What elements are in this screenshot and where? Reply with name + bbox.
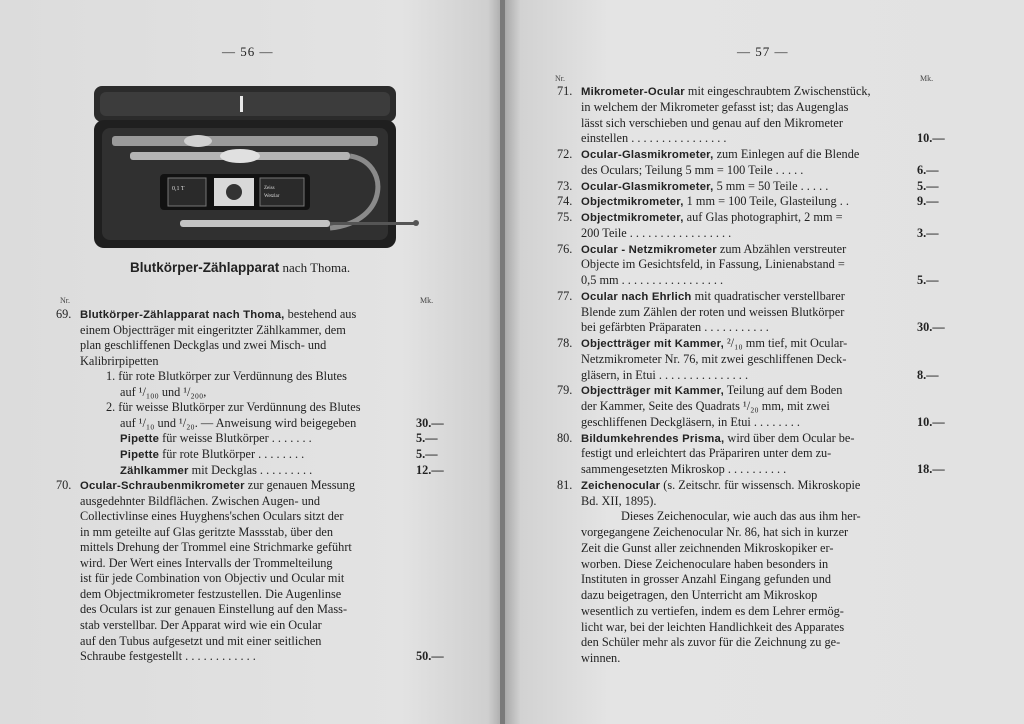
text-line (80, 509, 343, 524)
text-line (80, 338, 326, 353)
text-line (581, 541, 833, 556)
entry-number: 76. (557, 241, 573, 256)
text-line (581, 462, 786, 477)
illustration-label-a: 0,1 T (172, 186, 185, 192)
page-number: — 56 — (222, 44, 274, 59)
text-line (581, 179, 828, 194)
entry-text: zur genauen Messung (244, 478, 355, 493)
entry-text: ausgedehnter Bildflächen. Zwischen Augen- und (80, 493, 321, 508)
entry-text: mittels Drehung der Trommel eine Strichmarke geführt (80, 540, 352, 555)
entry-text: Schraube festgestellt . . . . . . . . . . . . (80, 649, 256, 664)
blood-counter-case-illustration (90, 82, 420, 252)
text-line (581, 336, 847, 351)
entry-title: Objectmikrometer, (581, 212, 684, 224)
entry-text: mit quadratischer verstellbarer (691, 288, 845, 303)
price: 8.— (917, 367, 939, 382)
price: 12.— (416, 462, 444, 477)
text-line (581, 431, 854, 446)
entry-number: 71. (557, 84, 573, 98)
text-line (80, 649, 256, 664)
text-line (581, 131, 727, 146)
entry-title: Pipette (120, 448, 160, 461)
entry-title: Ocular-Glasmikrometer, (581, 149, 714, 161)
price: 50.— (416, 649, 444, 664)
text-line (80, 602, 347, 617)
text-line (80, 307, 356, 322)
entry-number: 72. (557, 147, 573, 161)
text-line (80, 571, 344, 586)
page-number: — 57 — (737, 44, 789, 59)
entry-title: Objectmikrometer, (581, 196, 684, 209)
header-mk: Mk. (420, 296, 434, 305)
text-line (106, 400, 361, 415)
entry-title: Ocular - Netzmikrometer (581, 243, 717, 256)
entry-text: 200 Teile . . . . . . . . . . . . . . . . . (581, 225, 732, 240)
entry-text: 5 mm = 50 Teile . . . . . (713, 178, 829, 193)
price: 6.— (917, 162, 939, 177)
entry-title: Objectträger mit Kammer, (581, 385, 724, 398)
entry-text: licht war, bei der leichten Handlichkeit des Apparates (581, 619, 845, 634)
entry-title: Bildumkehrendes Prisma, (581, 432, 725, 445)
entry-text: 0,5 mm . . . . . . . . . . . . . . . . . (581, 273, 724, 287)
text-line (106, 369, 347, 384)
text-line (80, 540, 352, 555)
entry-text: dazu beigetragen, den Unterricht am Mikroskop (581, 588, 818, 602)
entry-text: den Schüler mehr als zuvor für die Zeichnung zu ge- (581, 635, 841, 650)
price: 5.— (917, 178, 939, 193)
text-line (80, 618, 322, 633)
text-line (581, 84, 871, 99)
text-line (581, 163, 803, 178)
price: 3.— (917, 225, 939, 240)
text-line (581, 100, 848, 115)
entry-text: Teilung auf dem Boden (723, 383, 843, 398)
caption-rest: nach Thoma. (282, 260, 351, 275)
entry-text: der Kammer, Seite des Quadrats ¹/₂₀ mm, mit zwei (581, 399, 830, 413)
entry-text: 2. für weisse Blutkörper zur Verdünnung des Blutes (106, 400, 361, 415)
price: 30.— (917, 320, 945, 335)
entry-text: in mm geteilte auf Glas geritzte Massstab, über den (80, 524, 334, 539)
header-nr: Nr. (60, 296, 70, 305)
price: 30.— (416, 415, 444, 430)
entry-text: (s. Zeitschr. für wissensch. Mikroskopie (660, 477, 861, 492)
text-line (120, 385, 206, 400)
text-line (581, 604, 844, 619)
text-line (581, 494, 656, 509)
text-line (80, 354, 159, 369)
text-line (581, 320, 769, 335)
price: 5.— (416, 446, 438, 461)
caption-title: Blutkörper-Zählapparat (130, 260, 280, 275)
entry-title: Zeichenocular (581, 479, 661, 492)
text-line (581, 305, 844, 320)
entry-text: für weisse Blutkörper . . . . . . . (159, 431, 312, 446)
text-line (581, 116, 843, 131)
entry-number: 74. (557, 194, 573, 209)
text-line (581, 620, 844, 635)
right-page (505, 0, 1024, 724)
left-page (0, 0, 503, 724)
entry-title: Blutkörper-Zählapparat nach Thoma, (80, 309, 285, 321)
entry-number: 81. (557, 477, 573, 492)
entry-text: dem Objectmikrometer festzustellen. Die Augenlinse (80, 586, 342, 601)
text-line (80, 525, 333, 540)
text-line (120, 447, 304, 462)
text-line (80, 494, 320, 509)
entry-number: 77. (557, 288, 573, 303)
entry-text: Bd. XII, 1895). (581, 493, 657, 508)
entry-text: Objecte im Gesichtsfeld, in Fassung, Linienabstand = (581, 257, 845, 272)
entry-number: 78. (557, 336, 573, 350)
entry-text: auf Glas photographirt, 2 mm = (683, 210, 843, 224)
entry-text: auf ¹/₁₀ und ¹/₂₀. — Anweisung wird beigegeben (120, 415, 357, 430)
entry-text: bei gefärbten Präparaten . . . . . . . . . . . (581, 320, 769, 335)
entry-text: mit eingeschraubtem Zwischenstück, (684, 84, 871, 98)
price: 5.— (416, 431, 438, 446)
entry-number: 73. (557, 178, 573, 193)
entry-title: Pipette (120, 433, 160, 446)
entry-text: wesentlich zu vertiefen, indem es dem Lehrer ermög- (581, 603, 844, 618)
text-line (120, 463, 312, 478)
entry-text: wird über dem Ocular be- (724, 430, 855, 445)
entry-text: worben. Diese Zeichenoculare haben besonders in (581, 556, 829, 571)
entry-text: auf den Tubus aufgesetzt und mit einer seitlichen (80, 633, 322, 648)
entry-text: Collectivlinse eines Huyghens'schen Oculars sitzt der (80, 509, 344, 524)
entry-text: sammengesetzten Mikroskop . . . . . . . . . . (581, 462, 787, 476)
entry-text: des Oculars ist zur genauen Einstellung auf den Mass- (80, 602, 348, 617)
entry-text: Dieses Zeichenocular, wie auch das aus ihm her- (621, 509, 861, 524)
entry-text: auf ¹/₁₀₀ und ¹/₂₀₀, (120, 384, 207, 399)
illustration-label-b: Zeiss (264, 186, 275, 191)
entry-text: für rote Blutkörper . . . . . . . . (159, 446, 305, 461)
text-line (581, 289, 845, 304)
entry-title: Objectträger mit Kammer, (581, 338, 724, 350)
illustration-label-c: Wetzlar (264, 194, 280, 199)
entry-text: zum Einlegen auf die Blende (713, 147, 860, 161)
text-line (581, 273, 723, 288)
entry-text: Blende zum Zählen der roten und weissen Blutkörper (581, 304, 845, 319)
text-line (581, 352, 846, 367)
price: 9.— (917, 194, 939, 209)
text-line (581, 651, 620, 666)
entry-text: Netzmikrometer Nr. 76, mit zwei geschliffenen Deck- (581, 351, 847, 366)
price: 18.— (917, 462, 945, 476)
price: 10.— (917, 131, 945, 146)
entry-text: winnen. (581, 651, 621, 665)
price: 10.— (917, 414, 945, 429)
entry-text: Instituten in grosser Anzahl Eingang gefunden und (581, 572, 831, 587)
entry-text: festigt und erleichtert das Präpariren unter dem zu- (581, 446, 832, 461)
text-line (581, 257, 845, 272)
text-line (581, 242, 846, 257)
text-line (581, 635, 840, 650)
entry-text: Zeit die Gunst aller zeichnenden Mikroskopiker er- (581, 540, 834, 555)
text-line (581, 415, 800, 430)
text-line (581, 572, 831, 587)
entry-title: Ocular-Schraubenmikrometer (80, 480, 245, 493)
entry-title: Ocular-Glasmikrometer, (581, 180, 714, 193)
text-line (581, 399, 830, 414)
entry-text: Kalibrirpipetten (80, 353, 159, 368)
header-nr: Nr. (555, 74, 565, 83)
text-line (581, 557, 828, 572)
text-line (581, 525, 848, 540)
text-line (581, 210, 843, 225)
text-line (80, 478, 355, 493)
entry-text: ist für jede Combination von Objectiv und Ocular mit (80, 571, 345, 586)
text-line (581, 368, 748, 383)
text-line (581, 478, 860, 493)
entry-title: Ocular nach Ehrlich (581, 290, 692, 303)
header-mk: Mk. (920, 74, 934, 83)
entry-number: 75. (557, 210, 573, 224)
entry-number: 80. (557, 430, 573, 445)
text-line (80, 556, 333, 571)
text-line (581, 147, 859, 162)
text-line (80, 323, 346, 338)
entry-text: gläsern, in Etui . . . . . . . . . . . . . . . (581, 367, 749, 382)
text-line (80, 587, 341, 602)
entry-text: wird. Der Wert eines Intervalls der Trommelteilung (80, 555, 333, 570)
text-line (581, 588, 817, 603)
entry-title: Mikrometer-Ocular (581, 86, 685, 98)
entry-title: Zählkammer (120, 464, 189, 477)
entry-number: 70. (56, 478, 72, 493)
text-line (120, 431, 312, 446)
text-line (621, 509, 861, 524)
entry-text: in welchem der Mikrometer gefasst ist; das Augenglas (581, 99, 849, 114)
entry-text: plan geschliffenen Deckglas und zwei Misch- und (80, 338, 327, 353)
text-line (120, 416, 356, 431)
entry-number: 79. (557, 383, 573, 398)
entry-text: einstellen . . . . . . . . . . . . . . . . (581, 131, 727, 146)
text-line (581, 226, 731, 241)
entry-number: 69. (56, 307, 72, 321)
entry-text: des Oculars; Teilung 5 mm = 100 Teile . . . . . (581, 162, 804, 177)
entry-text: vorgegangene Zeichenocular Nr. 86, hat sich in kurzer (581, 525, 849, 539)
entry-text: lässt sich verschieben und genau auf den Mikrometer (581, 115, 843, 130)
price: 5.— (917, 273, 939, 287)
entry-text: 1 mm = 100 Teile, Glasteilung . . (683, 194, 849, 209)
entry-text: bestehend aus (284, 307, 357, 321)
entry-text: 1. für rote Blutkörper zur Verdünnung des Blutes (106, 369, 347, 384)
entry-text: ²/₁₀ mm tief, mit Ocular- (723, 336, 848, 350)
text-line (581, 446, 831, 461)
entry-text: zum Abzählen verstreuter (716, 241, 847, 256)
text-line (581, 383, 842, 398)
entry-text: mit Deckglas . . . . . . . . . (188, 462, 313, 477)
text-line (581, 194, 849, 209)
entry-text: einem Objectträger mit eingeritzter Zählkammer, dem (80, 322, 346, 337)
entry-text: stab verstellbar. Der Apparat wird wie ein Ocular (80, 618, 322, 632)
text-line (80, 634, 321, 649)
entry-text: geschliffenen Deckgläsern, in Etui . . . . . . . . (581, 414, 801, 429)
figure-caption (130, 260, 350, 276)
